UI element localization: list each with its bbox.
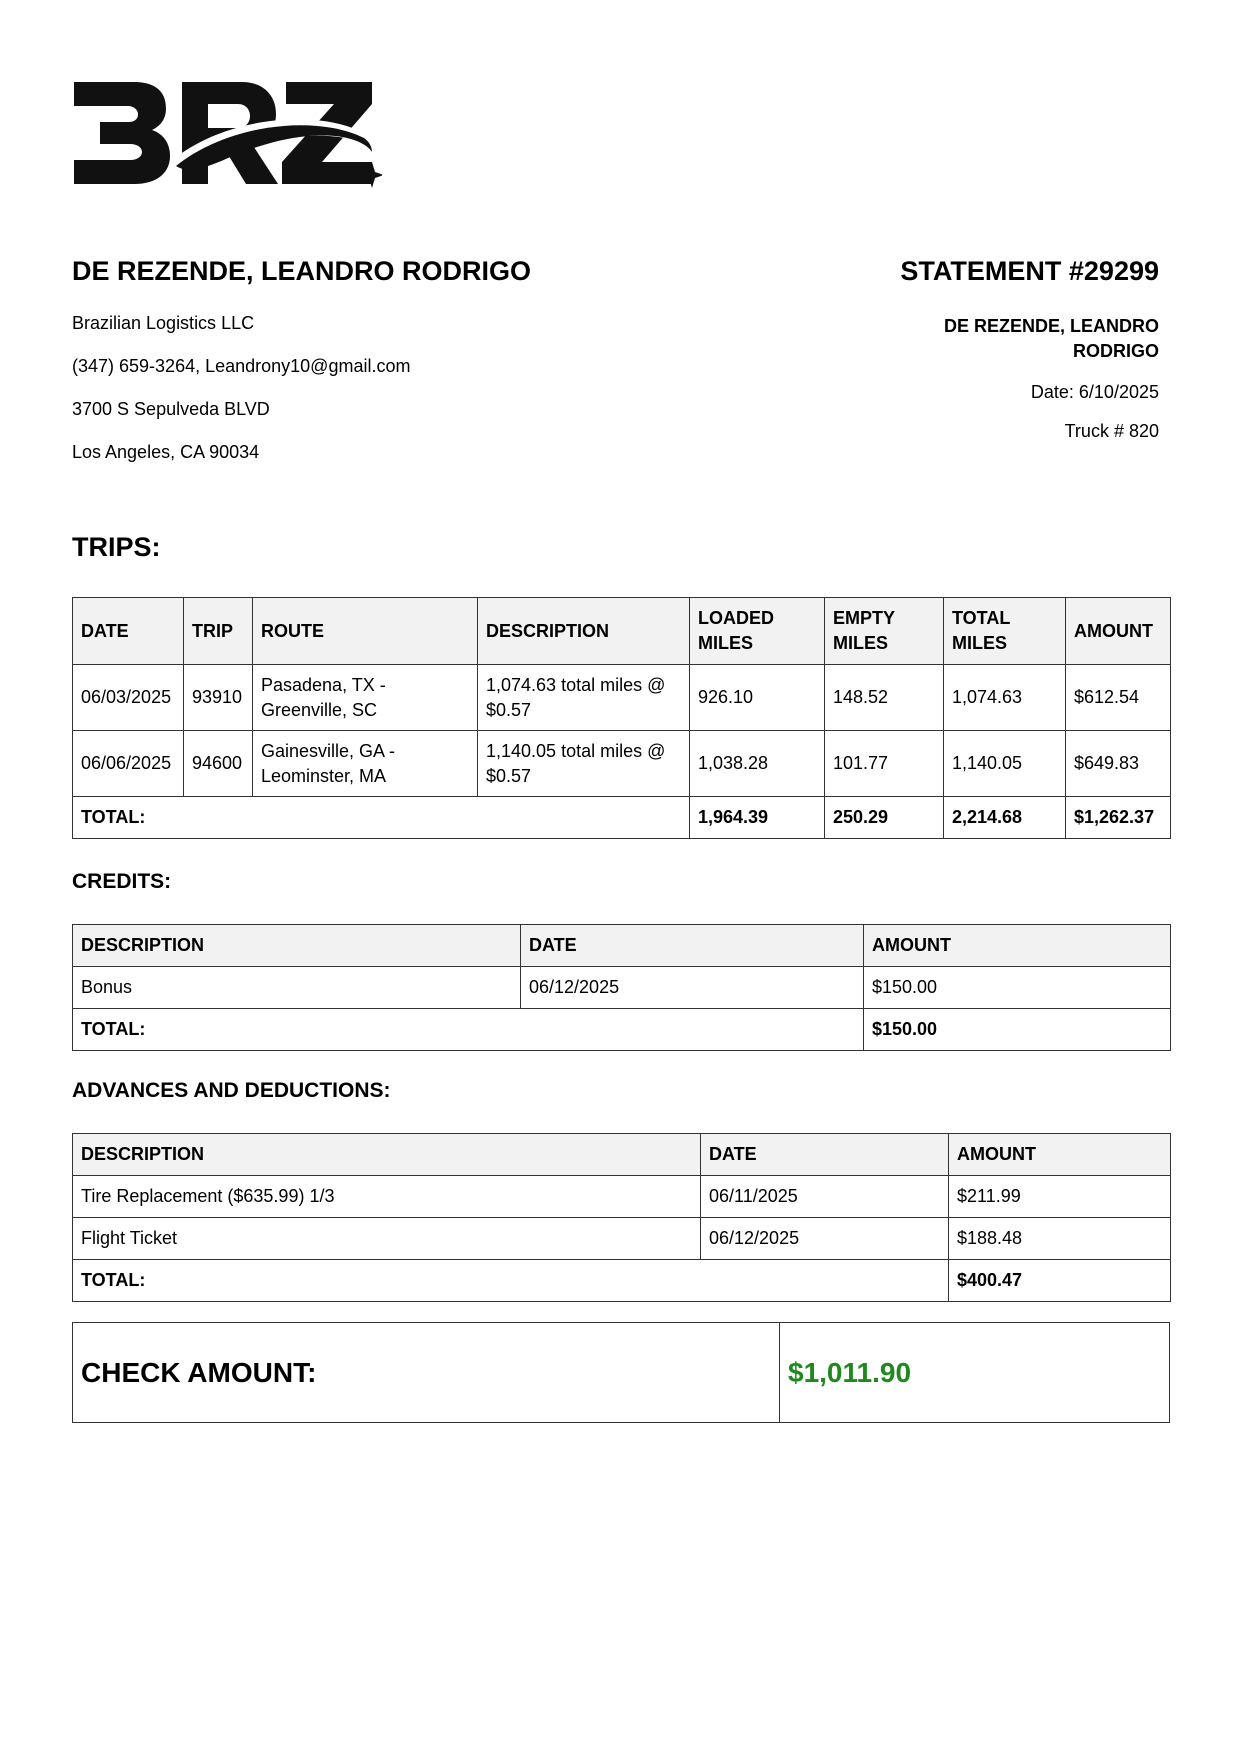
total-empty-miles: 250.29 [825,797,944,839]
column-header: DESCRIPTION [478,598,690,665]
trip-empty-miles: 148.52 [825,665,944,731]
truck-number: Truck # 820 [1064,421,1159,441]
total-row [73,1009,1171,1051]
check-amount-value: $1,011.90 [788,1356,912,1388]
trip-route: Gainesville, GA - Leominster, MA [253,731,478,797]
check-amount-label: CHECK AMOUNT: [73,1323,780,1422]
trip-number: 93910 [184,665,253,731]
total-label: TOTAL: [73,797,690,839]
trips-heading: TRIPS: [72,532,161,562]
table-header-row [73,598,1171,665]
trip-date: 06/03/2025 [73,665,184,731]
table-row [73,731,1171,797]
total-total-miles: 2,214.68 [944,797,1066,839]
trips-table [72,597,1171,839]
brz-logo [72,78,382,198]
credits-heading: CREDITS: [72,870,172,893]
column-header: DESCRIPTION [73,1134,701,1176]
credits-total-amount: $150.00 [864,1009,1171,1051]
total-label: TOTAL: [73,1260,949,1302]
column-header: EMPTY MILES [825,598,944,665]
driver-line-2: RODRIGO [1072,341,1159,361]
column-header: TRIP [184,598,253,665]
column-header: DATE [521,925,864,967]
column-header: DATE [73,598,184,665]
deduction-description: Tire Replacement ($635.99) 1/3 [73,1176,701,1218]
total-label: TOTAL: [73,1009,864,1051]
column-header: TOTAL MILES [944,598,1066,665]
contact-info: (347) 659-3264, Leandrony10@gmail.com [72,356,411,376]
table-row [73,967,1171,1009]
deduction-date: 06/11/2025 [701,1176,949,1218]
trip-description: 1,074.63 total miles @ $0.57 [478,665,690,731]
column-header: LOADED MILES [690,598,825,665]
table-row [73,1176,1171,1218]
trip-amount: $612.54 [1066,665,1171,731]
total-row [73,1260,1171,1302]
table-row [73,1218,1171,1260]
deduction-description: Flight Ticket [73,1218,701,1260]
deduction-amount: $211.99 [949,1176,1171,1218]
column-header: DATE [701,1134,949,1176]
statement-info [859,314,1159,442]
trip-date: 06/06/2025 [73,731,184,797]
trip-description: 1,140.05 total miles @ $0.57 [478,731,690,797]
statement-date: Date: 6/10/2025 [1030,382,1159,402]
total-loaded-miles: 1,964.39 [690,797,825,839]
table-row [73,665,1171,731]
street-address: 3700 S Sepulveda BLVD [72,399,270,419]
trip-empty-miles: 101.77 [825,731,944,797]
deductions-table [72,1133,1171,1302]
deductions-heading: ADVANCES AND DEDUCTIONS: [72,1079,391,1102]
trip-number: 94600 [184,731,253,797]
deduction-date: 06/12/2025 [701,1218,949,1260]
column-header: AMOUNT [864,925,1171,967]
trip-loaded-miles: 1,038.28 [690,731,825,797]
trip-amount: $649.83 [1066,731,1171,797]
trip-route: Pasadena, TX - Greenville, SC [253,665,478,731]
credit-description: Bonus [73,967,521,1009]
total-row [73,797,1171,839]
city-address: Los Angeles, CA 90034 [72,442,260,462]
total-amount: $1,262.37 [1066,797,1171,839]
credit-date: 06/12/2025 [521,967,864,1009]
table-header-row [73,1134,1171,1176]
deductions-total-amount: $400.47 [949,1260,1171,1302]
deduction-amount: $188.48 [949,1218,1171,1260]
statement-number-title: STATEMENT #29299 [900,256,1159,286]
credit-amount: $150.00 [864,967,1171,1009]
column-header: AMOUNT [949,1134,1171,1176]
statement-driver-name [859,314,1159,364]
column-header: DESCRIPTION [73,925,521,967]
trip-total-miles: 1,074.63 [944,665,1066,731]
check-amount-box [72,1322,1170,1423]
trip-total-miles: 1,140.05 [944,731,1066,797]
driver-name-title: DE REZENDE, LEANDRO RODRIGO [72,256,532,286]
company-name: Brazilian Logistics LLC [72,313,255,333]
table-header-row [73,925,1171,967]
column-header: ROUTE [253,598,478,665]
column-header: AMOUNT [1066,598,1171,665]
credits-table [72,924,1171,1051]
driver-line-1: DE REZENDE, LEANDRO [943,316,1159,336]
trip-loaded-miles: 926.10 [690,665,825,731]
